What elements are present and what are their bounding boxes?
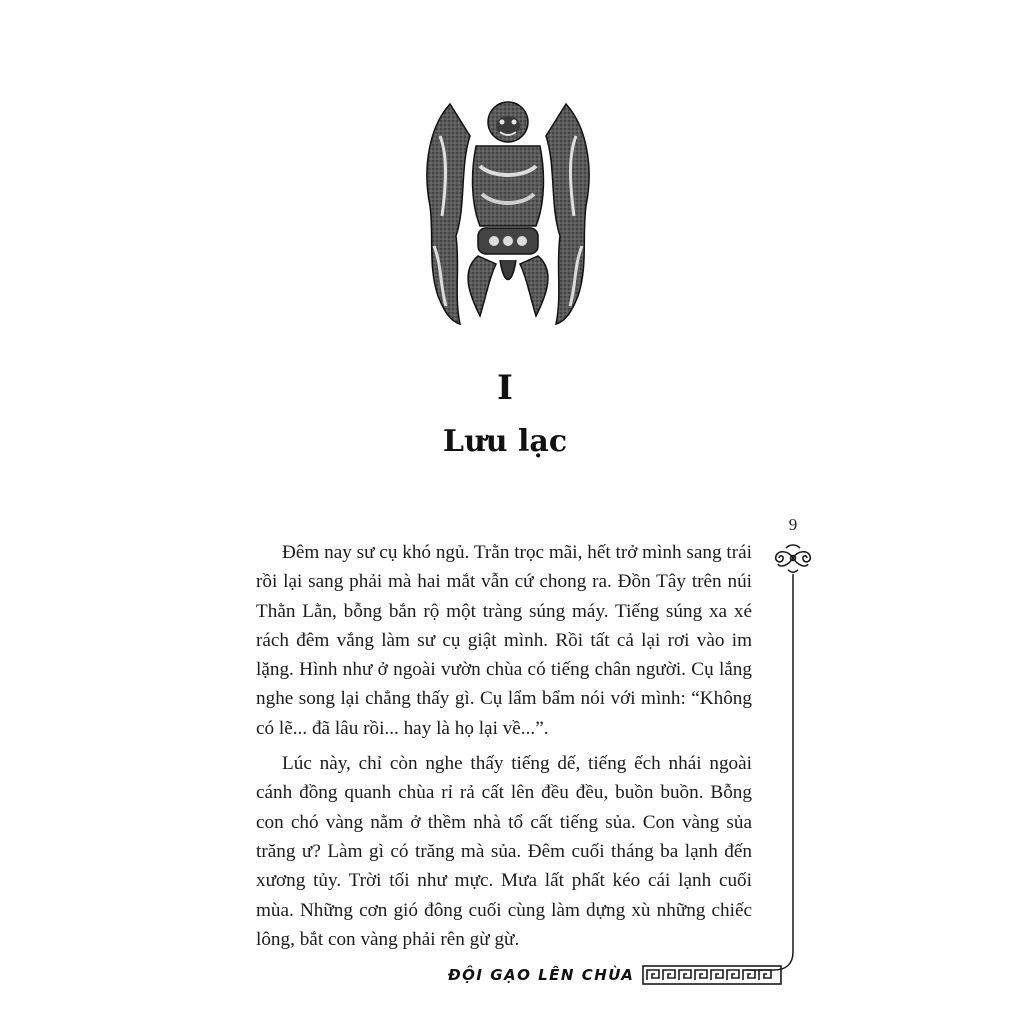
page-number: 9 (788, 515, 798, 534)
footer-book-title: ĐỘI GẠO LÊN CHÙA (448, 966, 635, 984)
running-footer (448, 960, 782, 990)
cloud-scroll-ornament-icon (770, 540, 816, 576)
paragraph-2: Lúc này, chỉ còn nghe thấy tiếng dế, tiếng ếch nhái ngoài cánh đồng quanh chùa rỉ rả cất lên đều đều, buồn buồn. Bỗng con chó vàng nằm ở thềm nhà tổ cất tiếng sủa. Con vàng sủa trăng ư? Làm gì có trăng mà sủa. Đêm cuối tháng ba lạnh đến xương tủy. Trời tối như mực. Mưa lất phất kéo cái lạnh cuối mùa. Những cơn gió đông cuối cùng làm dựng xù những chiếc lông, bắt con vàng phải rên gừ gừ. (256, 753, 752, 950)
greek-key-fret-icon (642, 964, 782, 986)
carved-deity-illustration (420, 96, 596, 328)
paragraph-1: Đêm nay sư cụ khó ngủ. Trằn trọc mãi, hết trở mình sang trái rồi lại sang phải mà hai mắt vẫn cứ chong ra. Đồn Tây trên núi Thằn Lằn, bỗng bắn rộ một tràng súng máy. Tiếng súng xa xé rách đêm vắng làm sư cụ giật mình. Rồi tất cả lại rơi vào im lặng. Hình như ở ngoài vườn chùa có tiếng chân người. Cụ lắng nghe song lại chẳng thấy gì. Cụ lẩm bẩm nói với mình: “Không có lẽ... đã lâu rồi... hay là họ lại về...”. (256, 542, 752, 739)
chapter-title: Lưu lạc (442, 424, 568, 459)
body-text (256, 538, 752, 960)
chapter-number: I (497, 368, 513, 408)
